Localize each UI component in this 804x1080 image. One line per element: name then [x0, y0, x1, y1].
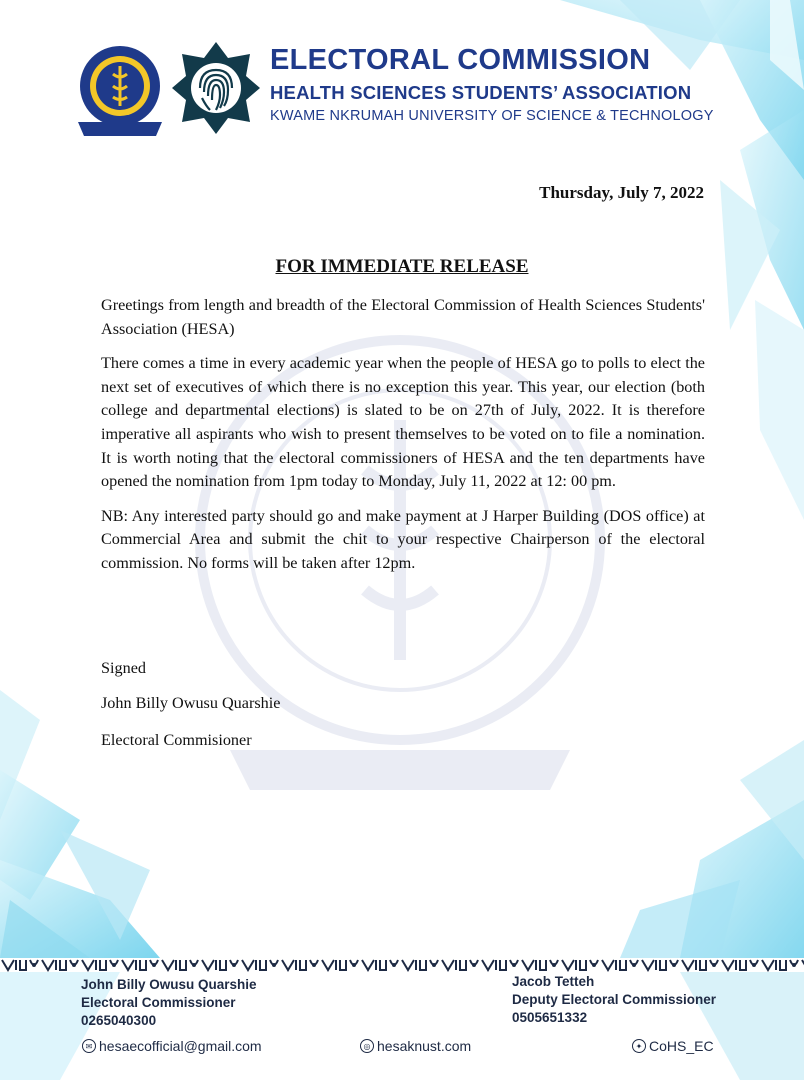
signature-title: Electoral Commisioner [101, 731, 252, 749]
twitter-icon: ✦ [632, 1039, 646, 1053]
footer-left-contact [81, 976, 257, 1030]
electoral-commission-fingerprint-logo-icon [170, 40, 262, 136]
release-body [101, 294, 705, 587]
footer-website[interactable] [360, 1038, 471, 1054]
paragraph-election: There comes a time in every academic year when the people of HESA go to polls to elect the next set of executives of which there is no exception this year. This year, our election (both college and departmental elections) is slated to be on 27th of July, 2022. It is therefore imperative all aspirants who wish to present themselves to be voted on to file a nomination. It is worth noting that the electoral commissioners of HESA and the ten departments have opened the nomination from 1pm today to Monday, July 11, 2022 at 12: 00 pm. [101, 354, 705, 491]
release-heading: FOR IMMEDIATE RELEASE [275, 256, 529, 277]
footer-website-text: hesaknust.com [377, 1038, 472, 1054]
footer-twitter[interactable] [632, 1038, 714, 1054]
header-subtitle: HEALTH SCIENCES STUDENTS’ ASSOCIATION [270, 82, 692, 103]
footer-left-role: Electoral Commissioner [81, 995, 236, 1010]
footer-email-text: hesaecofficial@gmail.com [99, 1038, 262, 1054]
footer-email[interactable] [82, 1038, 262, 1054]
footer-right-name: Jacob Tetteh [512, 974, 595, 989]
header-university: KWAME NKRUMAH UNIVERSITY OF SCIENCE & TECHNOLOGY [270, 108, 714, 124]
footer-right-phone: 0505651332 [512, 1010, 588, 1025]
signature-name: John Billy Owusu Quarshie [101, 694, 281, 712]
paragraph-note: NB: Any interested party should go and make payment at J Harper Building (DOS office) at Commercial Area and submit the chit to your respective Chairperson of the electoral commission. No forms will be taken after 12pm. [101, 506, 705, 572]
footer-right-contact [512, 973, 716, 1027]
signature-signed: Signed [101, 659, 146, 677]
footer-left-name: John Billy Owusu Quarshie [81, 977, 257, 992]
website-icon: ◎ [360, 1039, 374, 1053]
footer-twitter-text: CoHS_EC [649, 1038, 714, 1054]
email-icon: ✉ [82, 1039, 96, 1053]
hesa-logo-icon [70, 42, 170, 138]
release-date: Thursday, July 7, 2022 [539, 183, 704, 202]
footer-right-role: Deputy Electoral Commissioner [512, 992, 717, 1007]
header-title: ELECTORAL COMMISSION [270, 44, 651, 76]
footer-pattern-band [0, 958, 804, 972]
paragraph-greeting: Greetings from length and breadth of the Electoral Commission of Health Sciences Students' Association (HESA) [101, 296, 705, 338]
footer-left-phone: 0265040300 [81, 1013, 157, 1028]
